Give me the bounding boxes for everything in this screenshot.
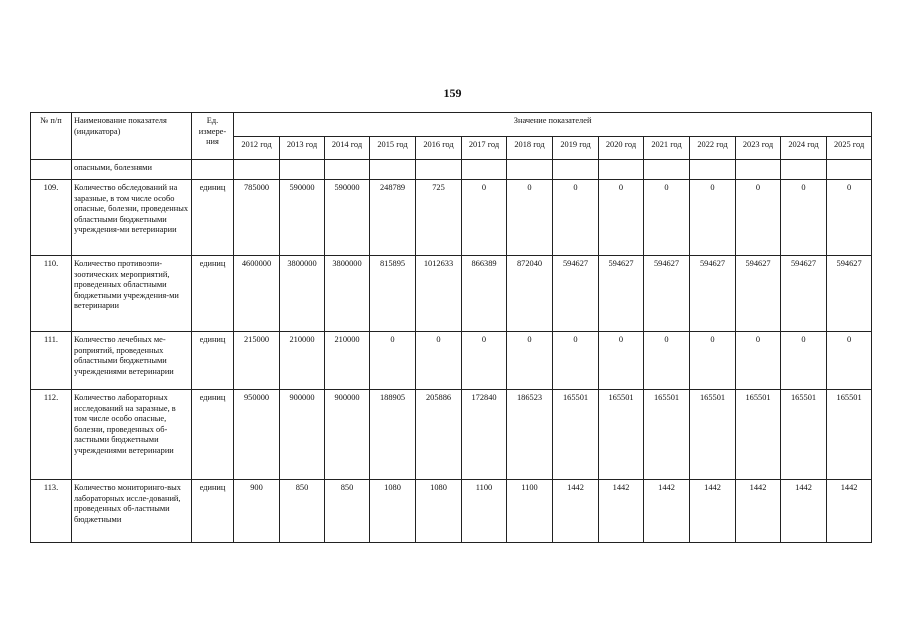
value-cell: 850 — [280, 480, 325, 543]
value-cell: 1442 — [781, 480, 827, 543]
header-year: 2016 год — [416, 137, 462, 160]
value-cell: 1442 — [736, 480, 781, 543]
row-number: 110. — [31, 256, 72, 332]
header-row-top — [31, 113, 872, 137]
table-row — [31, 390, 872, 480]
value-cell: 165501 — [827, 390, 872, 480]
header-year: 2012 год — [234, 137, 280, 160]
value-cell: 172840 — [462, 390, 507, 480]
row-number: 111. — [31, 332, 72, 390]
value-cell: 165501 — [644, 390, 690, 480]
row-number: 113. — [31, 480, 72, 543]
value-cell: 590000 — [280, 180, 325, 256]
value-cell: 900000 — [325, 390, 370, 480]
value-cell: 215000 — [234, 332, 280, 390]
table-row — [31, 332, 872, 390]
header-unit: Ед. измере-ния — [192, 113, 234, 160]
value-cell: 0 — [827, 332, 872, 390]
value-cell: 188905 — [370, 390, 416, 480]
continuation-row — [31, 160, 872, 180]
header-year: 2025 год — [827, 137, 872, 160]
value-cell: 165501 — [599, 390, 644, 480]
value-cell: 0 — [644, 180, 690, 256]
header-year: 2024 год — [781, 137, 827, 160]
value-cell: 0 — [370, 332, 416, 390]
value-cell: 0 — [599, 332, 644, 390]
value-cell: 186523 — [507, 390, 553, 480]
header-year: 2022 год — [690, 137, 736, 160]
value-cell: 0 — [507, 332, 553, 390]
value-cell: 785000 — [234, 180, 280, 256]
value-cell: 594627 — [781, 256, 827, 332]
value-cell: 0 — [462, 332, 507, 390]
value-cell: 1012633 — [416, 256, 462, 332]
value-cell: 1442 — [599, 480, 644, 543]
page-number: 159 — [443, 86, 462, 100]
header-year: 2020 год — [599, 137, 644, 160]
value-cell: 210000 — [325, 332, 370, 390]
value-cell: 3800000 — [325, 256, 370, 332]
value-cell: 0 — [462, 180, 507, 256]
value-cell: 900000 — [280, 390, 325, 480]
value-cell: 165501 — [781, 390, 827, 480]
value-cell: 1080 — [370, 480, 416, 543]
indicators-table — [30, 112, 872, 543]
value-cell: 594627 — [599, 256, 644, 332]
header-year: 2017 год — [462, 137, 507, 160]
header-name: Наименование показателя (индикатора) — [72, 113, 192, 160]
value-cell: 1100 — [462, 480, 507, 543]
value-cell: 850 — [325, 480, 370, 543]
value-cell: 0 — [416, 332, 462, 390]
value-cell: 1442 — [644, 480, 690, 543]
row-number: 112. — [31, 390, 72, 480]
row-number: 109. — [31, 180, 72, 256]
value-cell: 165501 — [690, 390, 736, 480]
indicator-name: Количество мониторинго-вых лабораторных иссле-дований, проведенных об-ластными бюджетными — [72, 480, 192, 543]
value-cell: 594627 — [690, 256, 736, 332]
value-cell: 0 — [690, 332, 736, 390]
value-cell: 590000 — [325, 180, 370, 256]
value-cell: 0 — [644, 332, 690, 390]
value-cell: 0 — [781, 332, 827, 390]
value-cell: 0 — [690, 180, 736, 256]
table-row — [31, 256, 872, 332]
value-cell: 815895 — [370, 256, 416, 332]
indicator-name: Количество лечебных ме-роприятий, проведенных областными бюджетными учреждениями ветеринарии — [72, 332, 192, 390]
continuation-num — [31, 160, 72, 180]
value-cell: 0 — [599, 180, 644, 256]
value-cell: 1100 — [507, 480, 553, 543]
value-cell: 900 — [234, 480, 280, 543]
value-cell: 0 — [553, 180, 599, 256]
value-cell: 0 — [827, 180, 872, 256]
unit-cell: единиц — [192, 256, 234, 332]
value-cell: 3800000 — [280, 256, 325, 332]
continuation-name: опасными, болезнями — [72, 160, 192, 180]
value-cell: 594627 — [644, 256, 690, 332]
header-year: 2019 год — [553, 137, 599, 160]
indicator-name: Количество противоэпи-зоотических мероприятий, проведенных областными бюджетными учреждения-ми ветеринарии — [72, 256, 192, 332]
value-cell: 872040 — [507, 256, 553, 332]
value-cell: 165501 — [736, 390, 781, 480]
value-cell: 594627 — [736, 256, 781, 332]
value-cell: 594627 — [827, 256, 872, 332]
header-num: № п/п — [31, 113, 72, 160]
indicator-name: Количество лабораторных исследований на заразные, в том числе особо опасные, болезни, проведенных об-ластными бюджетными учреждениями ветеринарии — [72, 390, 192, 480]
value-cell: 1442 — [827, 480, 872, 543]
header-values-group: Значение показателей — [234, 113, 872, 137]
value-cell: 866389 — [462, 256, 507, 332]
value-cell: 210000 — [280, 332, 325, 390]
header-year: 2013 год — [280, 137, 325, 160]
value-cell: 248789 — [370, 180, 416, 256]
value-cell: 0 — [781, 180, 827, 256]
value-cell: 0 — [553, 332, 599, 390]
header-year: 2018 год — [507, 137, 553, 160]
value-cell: 725 — [416, 180, 462, 256]
value-cell: 950000 — [234, 390, 280, 480]
header-year: 2023 год — [736, 137, 781, 160]
header-year: 2021 год — [644, 137, 690, 160]
value-cell: 0 — [736, 332, 781, 390]
value-cell: 1080 — [416, 480, 462, 543]
value-cell: 0 — [736, 180, 781, 256]
value-cell: 0 — [507, 180, 553, 256]
header-year: 2015 год — [370, 137, 416, 160]
value-cell: 1442 — [553, 480, 599, 543]
unit-cell: единиц — [192, 390, 234, 480]
indicator-name: Количество обследований на заразные, в том числе особо опасные, болезни, проведенных областными бюджетными учреждения-ми ветеринарии — [72, 180, 192, 256]
value-cell: 1442 — [690, 480, 736, 543]
table-row — [31, 180, 872, 256]
value-cell: 4600000 — [234, 256, 280, 332]
continuation-unit — [192, 160, 234, 180]
unit-cell: единиц — [192, 332, 234, 390]
value-cell: 205886 — [416, 390, 462, 480]
value-cell: 165501 — [553, 390, 599, 480]
value-cell: 594627 — [553, 256, 599, 332]
unit-cell: единиц — [192, 180, 234, 256]
table-row — [31, 480, 872, 543]
unit-cell: единиц — [192, 480, 234, 543]
header-year: 2014 год — [325, 137, 370, 160]
